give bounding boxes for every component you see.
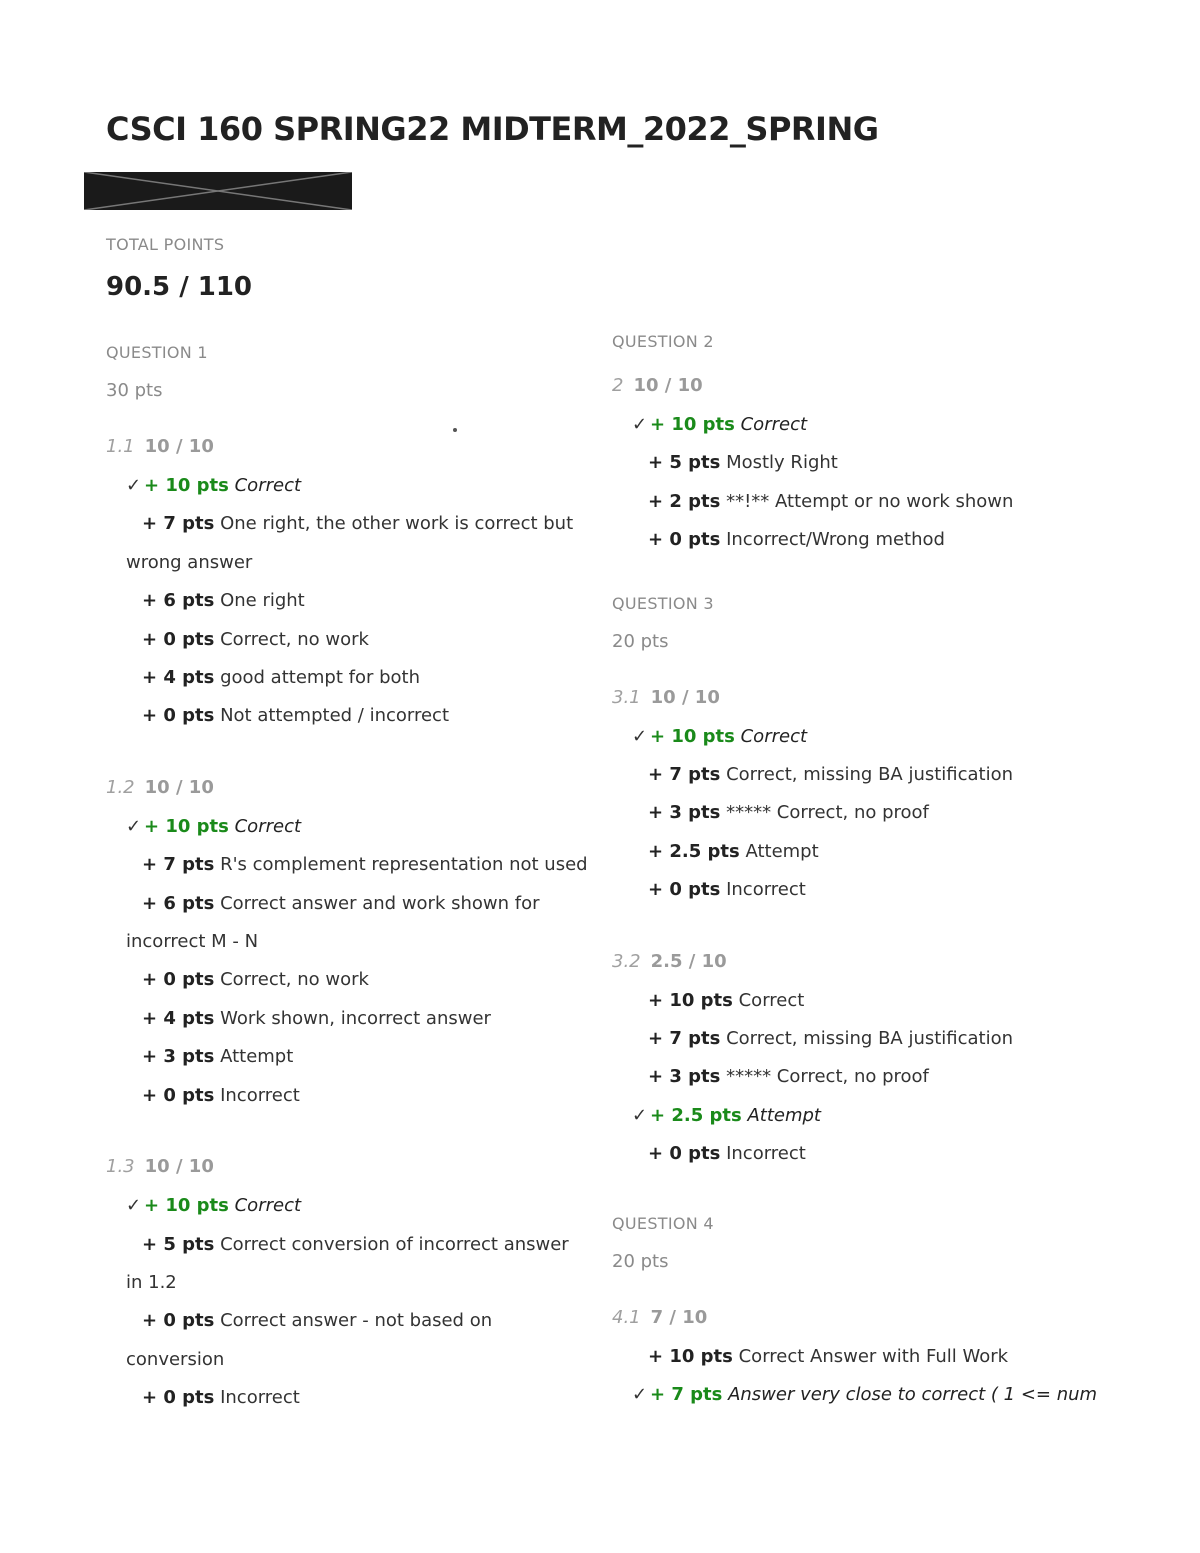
rubric-description: Correct, no work	[220, 628, 369, 650]
rubric-points: + 7 pts	[142, 513, 215, 535]
part-score: 10 / 10	[633, 375, 703, 396]
rubric-item	[126, 885, 591, 962]
rubric-description: Attempt	[220, 1046, 294, 1068]
rubric-item	[126, 505, 591, 582]
check-icon: ✓	[632, 414, 648, 435]
part-number: 4.1	[612, 1306, 641, 1328]
rubric-item	[632, 982, 1092, 1020]
part-score: 10 / 10	[144, 436, 214, 457]
rubric-description: Attempt	[745, 840, 819, 862]
rubric-description: Incorrect	[726, 879, 806, 901]
rubric-item-selected	[126, 467, 591, 505]
rubric-item	[632, 794, 1092, 832]
rubric-description: Correct, missing BA justification	[726, 1028, 1014, 1050]
part-3-2	[612, 950, 1092, 1174]
rubric-points: + 0 pts	[142, 705, 215, 727]
question-2	[612, 332, 1092, 560]
rubric-list	[106, 1187, 591, 1417]
rubric-points: + 5 pts	[142, 1233, 215, 1255]
rubric-item	[632, 1135, 1092, 1173]
check-icon: ✓	[126, 1195, 142, 1217]
rubric-item	[126, 1302, 591, 1379]
rubric-points: + 0 pts	[142, 628, 215, 650]
rubric-description: Answer very close to correct ( 1 <= num	[728, 1384, 1098, 1406]
rubric-description-cont: wrong answer	[126, 551, 253, 573]
part-score: 10 / 10	[144, 776, 214, 798]
check-icon: ✓	[126, 475, 142, 496]
part-score: 10 / 10	[650, 686, 720, 708]
rubric-description: Correct	[740, 725, 808, 747]
rubric-item	[632, 483, 1092, 521]
rubric-description: Attempt	[747, 1104, 821, 1126]
rubric-description: Correct Answer with Full Work	[738, 1345, 1009, 1367]
question-label: QUESTION 4	[612, 1213, 714, 1233]
rubric-points: + 7 pts	[648, 764, 721, 786]
question-4	[612, 1213, 1098, 1415]
part-4-1	[612, 1306, 1098, 1415]
rubric-points: + 10 pts	[650, 414, 735, 435]
rubric-item	[632, 444, 1092, 482]
rubric-list	[612, 982, 1092, 1174]
rubric-list	[612, 718, 1092, 910]
rubric-points: + 10 pts	[650, 725, 735, 747]
left-column	[106, 343, 591, 1418]
question-label: QUESTION 3	[612, 593, 714, 613]
rubric-item	[126, 1077, 591, 1115]
redacted-name-box	[84, 172, 352, 210]
rubric-description: Incorrect/Wrong method	[726, 529, 945, 551]
rubric-description: ***** Correct, no proof	[726, 1066, 929, 1088]
rubric-description-cont: in 1.2	[126, 1271, 177, 1293]
part-2	[612, 374, 1092, 560]
part-1-3	[106, 1155, 591, 1417]
rubric-item-selected	[126, 808, 591, 846]
rubric-item	[632, 756, 1092, 794]
rubric-points: + 2.5 pts	[650, 1104, 742, 1126]
rubric-points: + 3 pts	[648, 802, 721, 824]
rubric-description: One right	[220, 590, 305, 612]
part-number: 3.1	[612, 686, 641, 708]
part-header	[612, 374, 1092, 398]
rubric-item	[126, 961, 591, 999]
rubric-description: Correct	[234, 815, 302, 837]
rubric-item	[632, 1058, 1092, 1096]
check-icon: ✓	[632, 1104, 648, 1126]
question-points: 20 pts	[612, 1250, 669, 1272]
rubric-item	[632, 1338, 1092, 1376]
rubric-description-cont: conversion	[126, 1348, 225, 1370]
rubric-item	[126, 1038, 591, 1076]
rubric-points: + 10 pts	[144, 815, 229, 837]
rubric-points: + 2 pts	[648, 490, 721, 512]
rubric-item	[632, 833, 1092, 871]
rubric-points: + 2.5 pts	[648, 840, 740, 862]
rubric-description: Mostly Right	[726, 452, 838, 474]
rubric-points: + 0 pts	[142, 1310, 215, 1332]
part-header	[106, 776, 591, 800]
rubric-item	[126, 659, 591, 697]
rubric-points: + 0 pts	[648, 529, 721, 551]
check-icon: ✓	[632, 725, 648, 747]
question-3	[612, 594, 1092, 1174]
rubric-description: Correct answer and work shown for	[220, 892, 540, 914]
rubric-description: Correct	[234, 1195, 302, 1217]
rubric-points: + 7 pts	[648, 1028, 721, 1050]
rubric-description: Not attempted / incorrect	[220, 705, 450, 727]
rubric-description: One right, the other work is correct but	[220, 513, 574, 535]
question-1	[106, 343, 591, 1418]
rubric-points: + 0 pts	[142, 1387, 215, 1409]
rubric-item	[632, 1020, 1092, 1058]
rubric-list	[612, 406, 1092, 560]
total-points-value: 90.5 / 110	[106, 272, 253, 302]
rubric-description: Correct conversion of incorrect answer	[220, 1233, 569, 1255]
rubric-item	[126, 1226, 591, 1303]
part-score: 7 / 10	[650, 1306, 708, 1328]
part-header	[106, 1155, 591, 1179]
rubric-description: Incorrect	[220, 1084, 300, 1106]
rubric-points: + 0 pts	[142, 969, 215, 991]
part-1-1	[106, 435, 591, 736]
rubric-description-cont: incorrect M - N	[126, 931, 259, 953]
rubric-points: + 3 pts	[142, 1046, 215, 1068]
rubric-points: + 7 pts	[142, 854, 215, 876]
rubric-item	[126, 1379, 591, 1417]
rubric-item	[126, 846, 591, 884]
question-label: QUESTION 2	[612, 332, 714, 351]
part-score: 2.5 / 10	[650, 950, 727, 972]
part-header	[106, 435, 591, 459]
check-icon: ✓	[632, 1384, 648, 1406]
right-column	[612, 332, 1098, 1415]
rubric-item	[632, 871, 1092, 909]
total-points-label: TOTAL POINTS	[106, 235, 225, 254]
rubric-item	[126, 621, 591, 659]
rubric-item-selected	[632, 718, 1092, 756]
part-header	[612, 686, 1092, 710]
part-header	[612, 1306, 1092, 1330]
part-header	[612, 950, 1092, 974]
part-score: 10 / 10	[144, 1156, 214, 1178]
rubric-description: Correct	[234, 475, 302, 496]
rubric-points: + 0 pts	[142, 1084, 215, 1106]
rubric-points: + 6 pts	[142, 892, 215, 914]
rubric-description: R's complement representation not used	[220, 854, 588, 876]
rubric-item	[126, 697, 591, 735]
rubric-points: + 5 pts	[648, 452, 721, 474]
rubric-item-selected	[632, 406, 1092, 444]
rubric-description: Incorrect	[726, 1143, 806, 1165]
rubric-description: Correct	[738, 989, 805, 1011]
rubric-list	[612, 1338, 1098, 1415]
part-number: 1.3	[106, 1156, 135, 1178]
rubric-points: + 10 pts	[144, 475, 229, 496]
rubric-description: Correct	[740, 414, 808, 435]
rubric-description: good attempt for both	[220, 667, 421, 689]
rubric-description: Correct answer - not based on	[220, 1310, 493, 1332]
rubric-item	[126, 1000, 591, 1038]
rubric-item	[632, 521, 1092, 559]
rubric-description: Work shown, incorrect answer	[220, 1007, 491, 1029]
rubric-points: + 10 pts	[144, 1195, 229, 1217]
rubric-points: + 0 pts	[648, 879, 721, 901]
rubric-description: Incorrect	[220, 1387, 300, 1409]
rubric-item-selected	[632, 1097, 1092, 1135]
rubric-points: + 10 pts	[648, 1345, 733, 1367]
rubric-item-selected	[126, 1187, 591, 1225]
question-points: 30 pts	[106, 380, 163, 401]
rubric-list	[106, 808, 591, 1115]
rubric-description: Correct, missing BA justification	[726, 764, 1014, 786]
part-number: 2	[612, 375, 624, 396]
part-1-2	[106, 776, 591, 1115]
part-number: 1.2	[106, 776, 135, 798]
rubric-points: + 10 pts	[648, 989, 733, 1011]
rubric-item	[126, 582, 591, 620]
part-number: 3.2	[612, 950, 641, 972]
rubric-points: + 0 pts	[648, 1143, 721, 1165]
rubric-points: + 6 pts	[142, 590, 215, 612]
rubric-description: ***** Correct, no proof	[726, 802, 929, 824]
rubric-points: + 3 pts	[648, 1066, 721, 1088]
question-points: 20 pts	[612, 630, 669, 652]
part-3-1	[612, 686, 1092, 910]
redaction-cross-icon	[84, 172, 352, 210]
rubric-points: + 7 pts	[650, 1384, 723, 1406]
rubric-description: Correct, no work	[220, 969, 369, 991]
rubric-item-selected	[632, 1376, 1098, 1414]
part-number: 1.1	[106, 436, 135, 457]
page-title: CSCI 160 SPRING22 MIDTERM_2022_SPRING	[106, 110, 879, 148]
rubric-points: + 4 pts	[142, 667, 215, 689]
check-icon: ✓	[126, 815, 142, 837]
rubric-description: **!** Attempt or no work shown	[726, 490, 1014, 512]
question-label: QUESTION 1	[106, 343, 208, 362]
rubric-points: + 4 pts	[142, 1007, 215, 1029]
rubric-list	[106, 467, 591, 736]
